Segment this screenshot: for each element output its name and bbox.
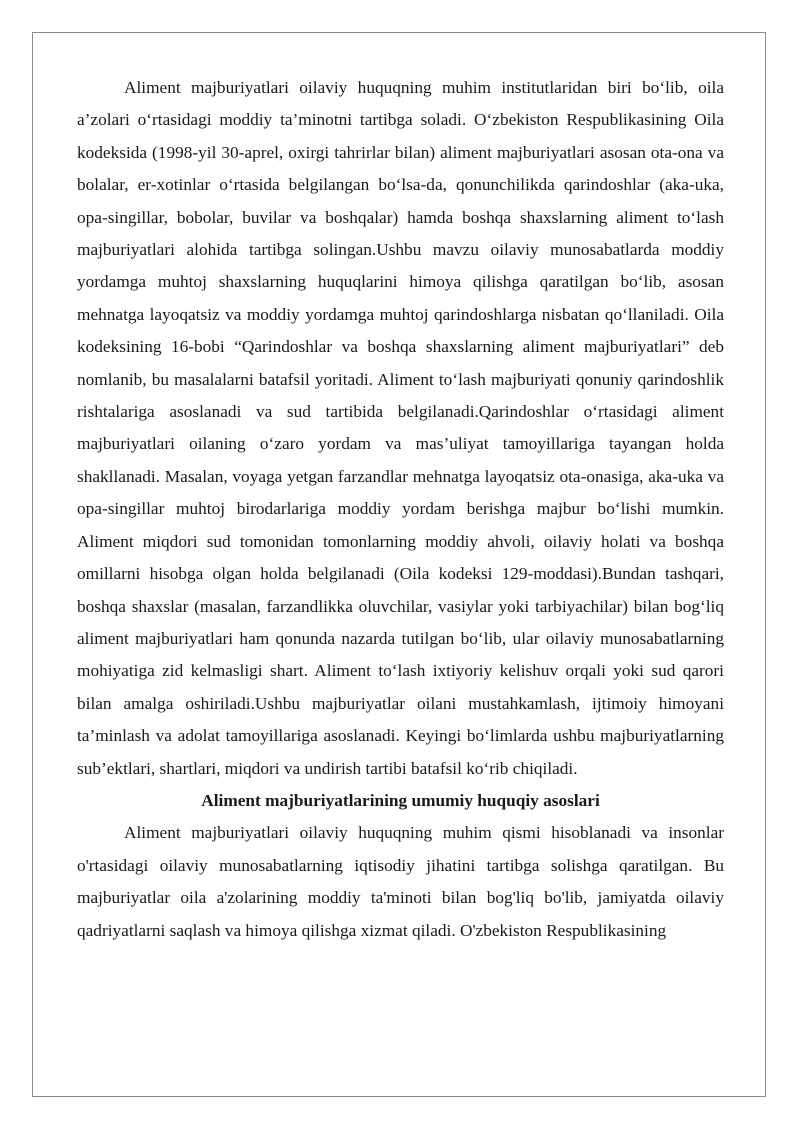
section-paragraph: Aliment majburiyatlari oilaviy huquqning muhim qismi hisoblanadi va insonlar o'rtasidagi oilaviy munosabatlarning iqtisodiy jihatini tartibga solishga qaratilgan. Bu majburiyatlar oila a'zolarining moddiy ta'minoti bilan bog'liq bo'lib, jamiyatda oilaviy qadriyatlarni saqlash va himoya qilishga xizmat qiladi. O'zbekiston Respublikasining xyxy=(77,823,724,940)
document-body xyxy=(77,72,724,947)
section-heading: Aliment majburiyatlarining umumiy huquqiy asoslari xyxy=(201,790,600,810)
intro-paragraph: Aliment majburiyatlari oilaviy huquqning muhim institutlaridan biri bo‘lib, oila a’zolari o‘rtasidagi moddiy ta’minotni tartibga soladi. O‘zbekiston Respublikasining Oila kodeksida (1998-yil 30-aprel, oxirgi tahrirlar bilan) aliment majburiyatlari asosan ota-ona va bolalar, er-xotinlar o‘rtasida belgilangan bo‘lsa-da, qonunchilikda qarindoshlar (aka-uka, opa-singillar, bobolar, buvilar va boshqalar) hamda boshqa shaxslarning aliment to‘lash majburiyatlari alohida tartibga solingan.Ushbu mavzu oilaviy munosabatlarda moddiy yordamga muhtoj shaxslarning huquqlarini himoya qilishga qaratilgan bo‘lib, asosan mehnatga layoqatsiz va moddiy yordamga muhtoj qarindoshlarga nisbatan qo‘llaniladi. Oila kodeksining 16-bobi “Qarindoshlar va boshqa shaxslarning aliment majburiyatlari” deb nomlanib, bu masalalarni batafsil yoritadi. Aliment to‘lash majburiyati qonuniy qarindoshlik rishtalariga asoslanadi va sud tartibida belgilanadi.Qarindoshlar o‘rtasidagi aliment majburiyatlari oilaning o‘zaro yordam va mas’uliyat tamoyillariga tayangan holda shakllanadi. Masalan, voyaga yetgan farzandlar mehnatga layoqatsiz ota-onasiga, aka-uka va opa-singillar muhtoj birodarlariga moddiy yordam berishga majbur bo‘lishi mumkin. Aliment miqdori sud tomonidan tomonlarning moddiy ahvoli, oilaviy holati va boshqa omillarni hisobga olgan holda belgilanadi (Oila kodeksi 129-moddasi).Bundan tashqari, boshqa shaxslar (masalan, farzandlikka oluvchilar, vasiylar yoki tarbiyachilar) bilan bog‘liq aliment majburiyatlari ham qonunda nazarda tutilgan bo‘lib, ular oilaviy munosabatlarning mohiyatiga zid kelmasligi shart. Aliment to‘lash ixtiyoriy kelishuv orqali yoki sud qarori bilan amalga oshiriladi.Ushbu majburiyatlar oilani mustahkamlash, ijtimoiy himoyani ta’minlash va adolat tamoyillariga asoslanadi. Keyingi bo‘limlarda ushbu majburiyatlarning sub’ektlari, shartlari, miqdori va undirish tartibi batafsil ko‘rib chiqiladi. xyxy=(77,78,724,778)
